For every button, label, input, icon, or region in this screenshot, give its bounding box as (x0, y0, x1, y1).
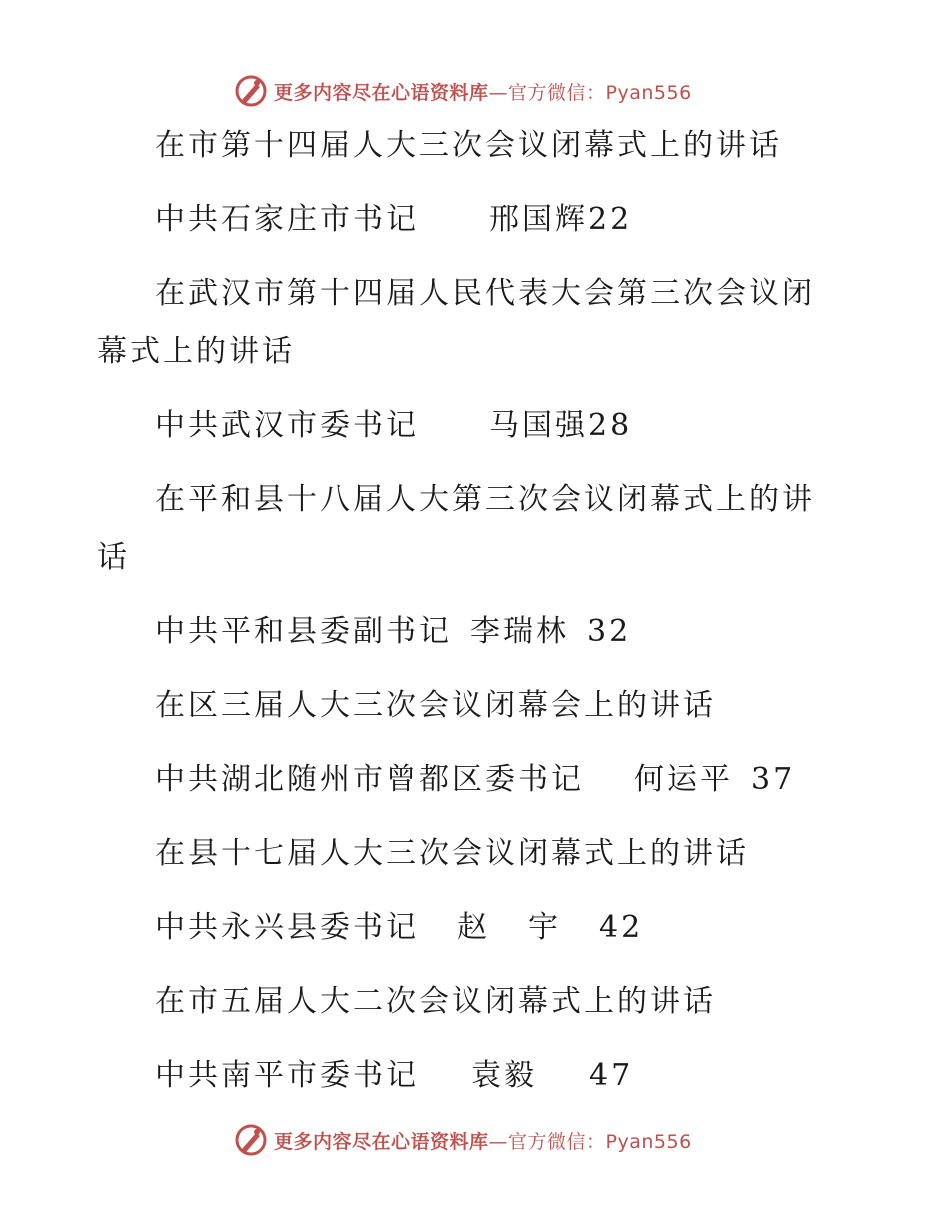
toc-author-line (155, 406, 632, 446)
toc-speaker-part2: 宇 (528, 910, 561, 945)
toc-author: 中共南平市委书记 (155, 1058, 419, 1093)
banner-dash: — (488, 1130, 509, 1153)
toc-speaker: 邢国辉 (489, 202, 588, 237)
banner-text (274, 78, 692, 105)
toc-page: 28 (588, 408, 633, 443)
toc-author: 中共湖北随州市曾都区委书记 (155, 762, 584, 797)
toc-author: 中共平和县委副书记 (155, 614, 452, 649)
toc-author: 中共永兴县委书记 (155, 910, 419, 945)
header-banner (234, 74, 692, 108)
toc-title-continued: 幕式上的讲话 (97, 334, 295, 369)
toc-title: 在区三届人大三次会议闭幕会上的讲话 (155, 688, 716, 723)
banner-handle: Pyan556 (605, 1130, 692, 1153)
toc-speaker-part1: 赵 (457, 910, 490, 945)
toc-title: 在市第十四届人大三次会议闭幕式上的讲话 (155, 128, 782, 163)
toc-title: 在市五届人大二次会议闭幕式上的讲话 (155, 984, 716, 1019)
toc-page: 32 (587, 614, 632, 649)
toc-author: 中共武汉市委书记 (155, 408, 419, 443)
toc-title: 在武汉市第十四届人民代表大会第三次会议闭 (155, 276, 815, 311)
toc-page: 42 (599, 910, 644, 945)
toc-author-line (155, 908, 643, 948)
toc-author-line (155, 1056, 633, 1096)
toc-title: 在县十七届人大三次会议闭幕式上的讲话 (155, 836, 749, 871)
pen-logo-icon (234, 74, 268, 108)
toc-author-line (155, 200, 632, 240)
toc-speaker: 袁毅 (471, 1058, 537, 1093)
toc-speaker: 马国强 (489, 408, 588, 443)
banner-wechat-label: 官方微信： (508, 81, 606, 104)
toc-author-line (155, 760, 795, 800)
pen-logo-icon (234, 1123, 268, 1157)
banner-main: 更多内容尽在心语资料库 (274, 81, 489, 104)
toc-speaker: 何运平 (634, 762, 733, 797)
toc-page: 37 (751, 762, 796, 797)
toc-title-continued: 话 (97, 540, 130, 575)
banner-main: 更多内容尽在心语资料库 (274, 1130, 489, 1153)
toc-page: 47 (589, 1058, 634, 1093)
banner-text (274, 1127, 692, 1154)
toc-title: 在平和县十八届人大第三次会议闭幕式上的讲 (155, 482, 815, 517)
footer-banner (234, 1123, 692, 1157)
toc-author: 中共石家庄市书记 (155, 202, 419, 237)
banner-handle: Pyan556 (605, 81, 692, 104)
toc-author-line (155, 612, 631, 652)
banner-dash: — (488, 81, 509, 104)
banner-wechat-label: 官方微信： (508, 1130, 606, 1153)
toc-speaker: 李瑞林 (470, 614, 569, 649)
toc-page: 22 (588, 202, 633, 237)
